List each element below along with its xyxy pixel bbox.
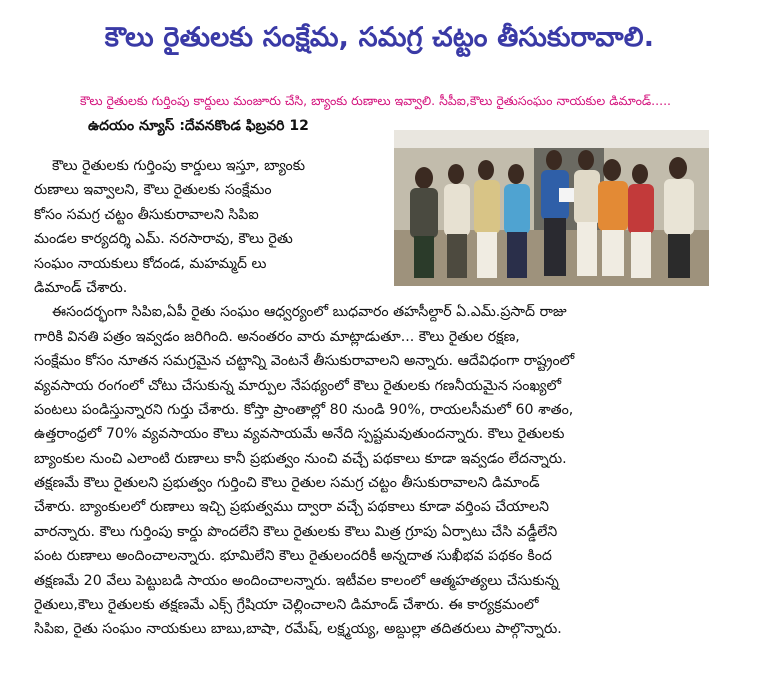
article-line: రుణాలు ఇవ్వాలని, కౌలు రైతులకు సంక్షేమం <box>34 182 272 199</box>
article-body <box>34 154 754 642</box>
headline: కౌలు రైతులకు సంక్షేమ, సమగ్ర చట్టం తీసుకురావాలి. <box>104 22 655 53</box>
article-line: రైతులు,కౌలు రైతులకు తక్షణమే ఎక్స్ గ్రేషియా చెల్లించాలని డిమాండ్ చేశారు. ఈ కార్యక్రమంలో <box>34 597 539 614</box>
article-line: మండల కార్యదర్శి ఎమ్. నరసారావు, కౌలు రైతు <box>34 231 293 248</box>
article-line: చేశారు. బ్యాంకులలో రుణాలు ఇచ్చి ప్రభుత్వము ద్వారా వచ్చే పథకాలు కూడా వర్తింప చేయాలని <box>34 499 549 516</box>
article-line: పంట రుణాలు అందించాలన్నారు. భూమిలేని కౌలు రైతులందరికీ అన్నదాత సుఖీభవ పథకం కింద <box>34 548 552 565</box>
article-line: సంఘం నాయకులు కోదండ, మహమ్మద్ లు <box>34 255 267 272</box>
article-line: సిపిఐ, రైతు సంఘం నాయకులు బాబు,బాషా, రమేష్, లక్ష్మయ్య, అబ్దుల్లా తదితరులు పాల్గొన్నారు. <box>34 621 562 638</box>
dateline: ఉదయం న్యూస్ :దేవనకొండ ఫిబ్రవరి 12 <box>88 118 309 134</box>
article-line: కౌలు రైతులకు గుర్తింపు కార్డులు ఇస్తూ, బ్యాంకు <box>52 158 306 174</box>
article-line: పంటలు పండిస్తున్నారని గుర్తు చేశారు. కోస్తా ప్రాంతాల్లో 80 నుండి 90%, రాయలసీమలో 60 శాతం, <box>34 401 574 418</box>
subheadline: కౌలు రైతులకు గుర్తింపు కార్డులు మంజూరు చేసి, బ్యాంకు రుణాలు ఇవ్వాలి. సీపీఐ,కౌలు రైతుసంఘం నాయకుల డిమాండ్..... <box>80 93 672 108</box>
article-line: సంక్షేమం కోసం నూతన సమగ్రమైన చట్టాన్ని వెంటనే తీసుకురావాలని అన్నారు. ఆదేవిధంగా రాష్ట్రంలో <box>34 353 575 370</box>
article-line: కోసం సమగ్ర చట్టం తీసుకురావాలని సిపిఐ <box>34 206 259 223</box>
article-line: గారికి వినతి పత్రం ఇవ్వడం జరిగింది. అనంతరం వారు మాట్లాడుతూ... కౌలు రైతుల రక్షణ, <box>34 328 520 345</box>
article-line: బ్యాంకుల నుంచి ఎలాంటి రుణాలు కానీ ప్రభుత్వం నుంచి వచ్చే పథకాలు కూడా ఇవ్వడం లేదన్నారు. <box>34 450 567 467</box>
article-line: తక్షణమే కౌలు రైతులని ప్రభుత్వం గుర్తించి కౌలు రైతుల సమగ్ర చట్టం తీసుకురావాలని డిమాండ్ <box>34 475 540 492</box>
article-line: ఈసందర్భంగా సిపిఐ,ఏపీ రైతు సంఘం ఆధ్వర్యంలో బుధవారం తహసీల్దార్ ఏ.ఎమ్.ప్రసాద్ రాజు <box>52 304 567 321</box>
article-line: డిమాండ్ చేశారు. <box>34 279 128 296</box>
article-line: వ్యవసాయ రంగంలో చోటు చేసుకున్న మార్పుల నేపథ్యంలో కౌలు రైతులకు గణనీయమైన సంఖ్యలో <box>34 377 562 394</box>
article-line: వారన్నారు. కౌలు గుర్తింపు కార్డు పొందలేని కౌలు రైతులకు కౌలు మిత్ర గ్రూపు ఏర్పాటు చేసి వడ్డీలేని <box>34 523 558 540</box>
article-line: ఉత్తరాంధ్రలో 70% వ్యవసాయం కౌలు వ్యవసాయమే అనేది స్పష్టమవుతుందన్నారు. కౌలు రైతులకు <box>34 426 565 443</box>
article-line: తక్షణమే 20 వేలు పెట్టుబడి సాయం అందించాలన్నారు. ఇటీవల కాలంలో ఆత్మహత్యలు చేసుకున్న <box>34 572 559 589</box>
